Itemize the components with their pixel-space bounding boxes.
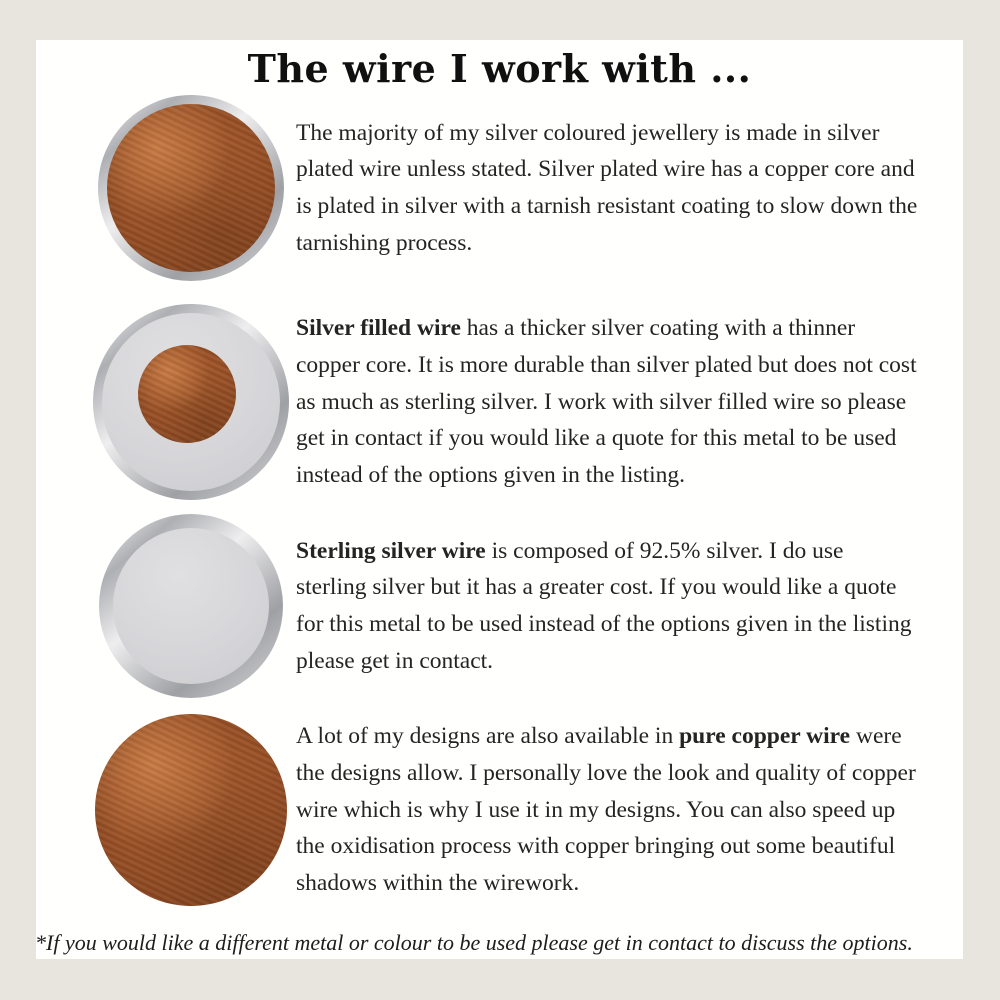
text-column [296, 310, 918, 493]
paragraph-text: A lot of my designs are also available in [296, 723, 680, 750]
copper-core-icon [107, 104, 275, 272]
swatch-column [91, 714, 291, 906]
section-silver-filled [36, 303, 963, 501]
silver-filled-wire-swatch [93, 304, 289, 500]
text-column [296, 115, 918, 262]
paragraph-text: has a thicker silver coating with a thinner copper core. It is more durable than silver plated but does not cost as much as sterling silver. I work with silver filled wire so please get in contact if you would like a quote for this metal to be used instead of the options given in the listing. [296, 315, 917, 488]
section-sterling-silver [36, 513, 963, 699]
swatch-column [91, 514, 291, 698]
paragraph-silver-plated [296, 115, 918, 262]
silver-body-icon [113, 528, 269, 684]
copper-core-icon [138, 345, 236, 443]
swatch-column [91, 95, 291, 281]
text-column [296, 718, 918, 901]
paragraph-text: is composed of 92.5% silver. I do use sterling silver but it has a greater cost. If you would like a quote for this metal to be used instead of the options given in the listing please get in contact. [296, 537, 912, 674]
text-column [296, 533, 918, 680]
paragraph-pure-copper [296, 718, 918, 901]
info-card [36, 40, 963, 959]
paragraph-bold-text: pure copper wire [679, 723, 851, 750]
section-pure-copper [36, 713, 963, 907]
sterling-silver-wire-swatch [99, 514, 283, 698]
paragraph-text: The majority of my silver coloured jewellery is made in silver plated wire unless stated. Silver plated wire has a copper core and is plated in silver with a tarnish resistant coating to slow down the tarnishing process. [296, 119, 918, 256]
paragraph-bold-text: Sterling silver wire [296, 537, 486, 564]
silver-plated-wire-swatch [98, 95, 284, 281]
footer-note: *If you would like a different metal or colour to be used please get in contact to discuss the options. [35, 930, 913, 955]
paragraph-sterling-silver [296, 533, 918, 680]
paragraph-text: were the designs allow. I personally love the look and quality of copper wire which is why I use it in my designs. You can also speed up the oxidisation process with copper bringing out some beautiful shadows within the wirework. [296, 723, 916, 896]
paragraph-bold-text: Silver filled wire [296, 315, 461, 342]
pure-copper-wire-swatch [95, 714, 287, 906]
paragraph-silver-filled [296, 310, 918, 493]
section-silver-plated [36, 93, 963, 283]
page-title: The wire I work with ... [247, 46, 752, 91]
silver-coating-icon [102, 313, 280, 491]
swatch-column [91, 304, 291, 500]
